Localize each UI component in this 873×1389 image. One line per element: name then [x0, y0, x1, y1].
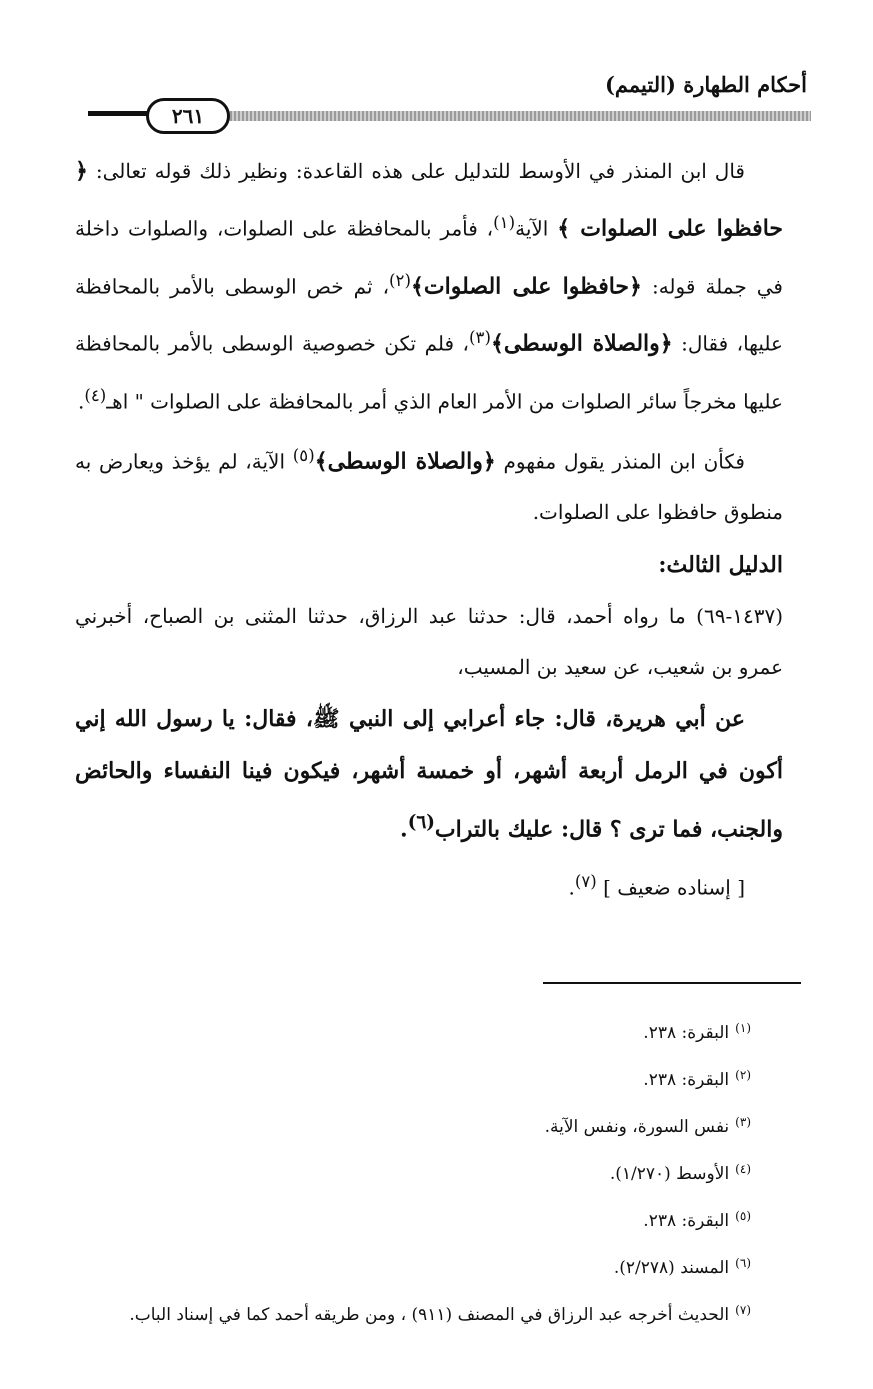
footnote-text: البقرة: ٢٣٨.: [643, 1070, 730, 1090]
footnote-text: الحديث أخرجه عبد الرزاق في المصنف (٩١١) ، ومن طريقه أحمد كما في إسناد الباب.: [129, 1305, 730, 1325]
text-run: قال ابن المنذر في الأوسط للتدليل على هذه القاعدة: ونظير ذلك قوله تعالى:: [87, 159, 745, 183]
footnote-text: البقرة: ٢٣٨.: [643, 1211, 730, 1231]
footnote-mark: (٦): [735, 1256, 751, 1270]
paragraph-isnad: (١٤٣٧-٦٩) ما رواه أحمد، قال: حدثنا عبد الرزاق، حدثنا المثنى بن الصباح، أخبرني عمرو بن شعيب، عن سعيد بن المسيب،: [75, 604, 783, 680]
text-run: .: [77, 389, 85, 414]
footnote-mark: (٧): [735, 1303, 751, 1317]
quran-quote: ﴿حافظوا على الصلوات﴾: [411, 273, 642, 300]
footnote-text: الأوسط (١/٢٧٠).: [609, 1164, 730, 1184]
footnote-ref[interactable]: (٣): [468, 328, 491, 348]
text-run: [ إسناده ضعيف ]: [603, 875, 745, 900]
footnote-item: [60, 1287, 751, 1334]
page-number: ٢٦١: [146, 98, 230, 134]
footnote-item: [60, 1240, 751, 1287]
hadith-text: [75, 693, 783, 855]
footnote-mark: (٥): [735, 1209, 751, 1223]
footnote-ref[interactable]: (٢): [389, 270, 411, 290]
paragraph-interpretation: [75, 430, 783, 539]
footnote-item: [60, 1193, 751, 1240]
footnote-separator: [543, 982, 801, 984]
footnote-mark: (٢): [735, 1068, 751, 1082]
text-run: ، فأمر بالمحافظة على الصلوات، والصلوات داخلة في جملة قوله:: [75, 216, 783, 299]
footnote-item: [60, 1005, 751, 1052]
text-run: .: [400, 816, 408, 843]
footnote-text: البقرة: ٢٣٨.: [643, 1023, 730, 1043]
footnote-ref[interactable]: (٤): [84, 385, 107, 405]
footnote-item: [60, 1099, 751, 1146]
footnote-mark: (١): [735, 1021, 751, 1035]
footnote-item: [60, 1146, 751, 1193]
text-run: فكأن ابن المنذر يقول مفهوم: [495, 449, 745, 474]
quran-quote: ﴿والصلاة الوسطى﴾: [490, 330, 673, 357]
footnote-mark: (٤): [735, 1162, 751, 1176]
footnote-text: نفس السورة، ونفس الآية.: [544, 1117, 730, 1137]
footnote-ref[interactable]: (٥): [292, 445, 315, 465]
header-rule-left: [88, 111, 148, 116]
text-run: ، فلم تكن خصوصية الوسطى بالأمر بالمحافظة عليها مخرجاً سائر الصلوات من الأمر العام الذي أمر بالمحافظة على الصلوات " اهـ: [75, 331, 783, 414]
text-run: .: [568, 875, 575, 900]
header-rule: [222, 111, 811, 121]
text-run: الآية: [515, 216, 558, 241]
body-text: [75, 146, 783, 913]
footnotes: [60, 1005, 751, 1334]
quran-quote: ﴿والصلاة الوسطى﴾: [314, 448, 496, 475]
footnote-ref[interactable]: (١): [493, 213, 516, 232]
footnote-ref[interactable]: (٦): [407, 812, 435, 834]
paragraph-ibn-al-mundhir: [75, 146, 783, 428]
footnote-ref[interactable]: (٧): [574, 871, 597, 891]
section-heading: الدليل الثالث:: [658, 552, 783, 579]
quran-quote: ﴿ حافظوا على الصلوات ﴾: [75, 158, 784, 242]
text-run: عن أبي هريرة، قال: جاء أعرابي إلى النبي ﷺ، فقال: يا رسول الله إني أكون في الرمل أربعة أشهر، أو خمسة أشهر، فيكون فينا النفساء والحائض والجنب، فما ترى ؟ قال: عليك بالتراب: [75, 706, 783, 843]
running-title: أحكام الطهارة (التيمم): [604, 72, 807, 97]
text-run: ، ثم خص الوسطى بالأمر بالمحافظة عليها، فقال:: [75, 274, 783, 356]
footnote-text: المسند (٢/٢٧٨).: [613, 1258, 730, 1278]
footnote-item: [60, 1052, 751, 1099]
text-run: الآية، لم يؤخذ ويعارض به منطوق حافظوا على الصلوات.: [75, 449, 783, 525]
grading-note: [75, 856, 783, 914]
footnote-mark: (٣): [735, 1115, 751, 1129]
